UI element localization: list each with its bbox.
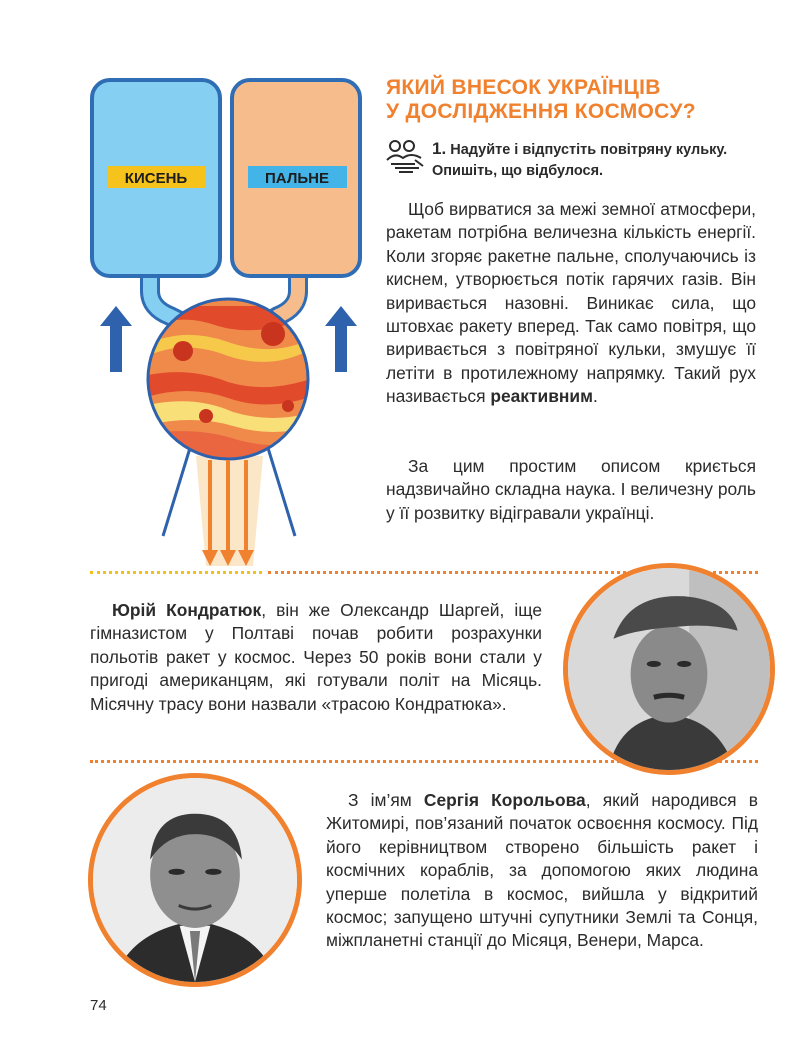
arrow-up-left-icon <box>100 306 132 372</box>
korolev-text: , який народився в Житомирі, пов’язаний початок освоєння космосу. Під його керівництвом створено більшість ракет і космічних кораблів, за допомогою яких людина уперше полетіла в космос, вийшла у відкритий космос; запущено штучні супутники Землі та Сонця, міжпланетні станції до Місяця, Венери, Марса. <box>326 790 758 951</box>
fuel-label: ПАЛЬНЕ <box>265 170 329 187</box>
task-text: Надуйте і відпустіть повітряну кульку. Опишіть, що відбулося. <box>432 142 728 179</box>
paragraph-kondratyuk <box>90 599 542 716</box>
heading-line-1: ЯКИЙ ВНЕСОК УКРАЇНЦІВ <box>386 76 661 99</box>
portrait-kondratyuk <box>563 563 775 775</box>
term-reactive: реактивним <box>490 386 593 407</box>
paragraph1-text: Щоб вирватися за межі земної атмосфери, ракетам потрібна величезна кількість енергії. Коли згоряє ракетне пальне, сполучаючись із киснем, утворюється потік гарячих газів. Він виривається назовні. Виникає сила, що штовхає ракету вперед. Так само повітря, що виривається з повітряної кульки, змушує її летіти в протилежному напрямку. Такий рух називається <box>386 199 756 407</box>
name-kondratyuk: Юрій Кондратюк <box>112 600 262 620</box>
arrow-up-right-icon <box>325 306 357 372</box>
paragraph-science-intro: За цим простим описом криється надзвичайно складна наука. І величезну роль у її розвитку відігравали українці. <box>386 456 756 523</box>
page-number: 74 <box>90 997 107 1014</box>
paragraph-reactive-motion <box>386 198 756 409</box>
name-korolev: Сергія Корольова <box>423 790 586 810</box>
korolev-intro: З ім’ям <box>348 790 424 810</box>
oxygen-label: КИСЕНЬ <box>124 170 188 187</box>
task-number: 1. <box>432 139 447 158</box>
nozzle-left-line <box>163 448 190 536</box>
divider-yellow <box>90 571 262 574</box>
paragraph-korolev <box>326 789 758 953</box>
heading-line-2: У ДОСЛІДЖЕННЯ КОСМОСУ? <box>386 100 696 123</box>
paragraph1-end: . <box>592 386 598 407</box>
nozzle-right-line <box>268 448 295 536</box>
people-pair-icon <box>385 138 425 178</box>
kondratyuk-text: , він же Олександр Шаргей, іще гімназистом у Полтаві почав робити розрахунки польотів ракет у космос. Через 50 років вони стали у пригоді американцям, які готували політ на Місяць. Місячну трасу вони назвали «трасою Кондратюка». <box>90 600 543 714</box>
exhaust-arrows <box>202 460 254 566</box>
section-heading <box>386 76 766 124</box>
portrait-korolev <box>88 773 302 987</box>
rocket-engine-diagram <box>88 76 373 571</box>
task-instruction <box>432 138 762 182</box>
